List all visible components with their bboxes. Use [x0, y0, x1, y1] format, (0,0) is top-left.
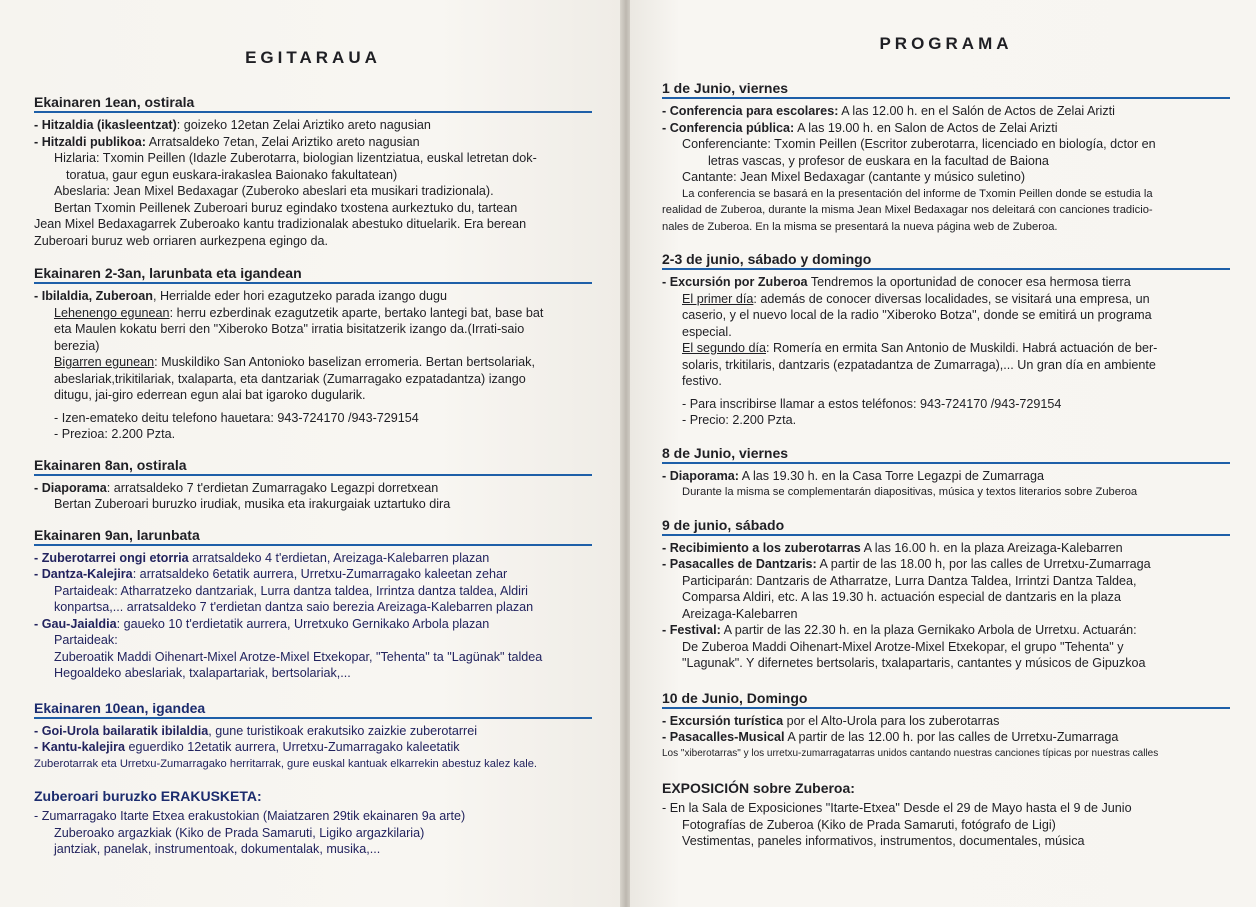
text-line: Zuberotarrak eta Urretxu-Zumarragako herritarrak, gure euskal kantuak elkarrekin abestuz kalez kale.	[34, 757, 538, 770]
text: , gune turistikoak erakutsiko zaizkie zuberotarrei	[208, 723, 478, 738]
text-line	[34, 288, 592, 305]
section-5	[662, 690, 1230, 763]
text-line: Bertan Txomin Peillenek Zuberoari buruz egindako txostena aurkeztuko du, tartean	[54, 200, 518, 215]
text: : arratsaldeko 6etatik aurrera, Urretxu-Zumarragako kaleetan zehar	[132, 567, 508, 581]
text: A partir de las 18.00 h, por las calles de Urretxu-Zumarraga	[816, 557, 1151, 571]
text-line	[662, 468, 1230, 485]
text: arratsaldeko 4 t'erdietan, Areizaga-Kalebarren plazan	[188, 550, 490, 565]
text: : Romería en ermita San Antonio de Muskildi. Habrá actuación de ber-	[766, 341, 1158, 355]
text-line: jantziak, panelak, instrumentoak, dokumentalak, musika,...	[54, 842, 381, 856]
text-line: Hizlaria: Txomin Peillen (Idazle Zuberotarra, biologian lizentziatua, euskal letretan dok-	[54, 151, 537, 165]
text: A las 19.00 h. en Salon de Actos de Zelai Arizti	[794, 120, 1058, 135]
text-line	[662, 340, 1230, 357]
text-line	[34, 739, 592, 756]
bold-label: - Diaporama:	[662, 468, 739, 483]
bold-label: - Zuberotarrei ongi etorria	[34, 550, 189, 565]
bold-label: - Conferencia para escolares:	[662, 104, 839, 118]
text: Tendremos la oportunidad de conocer esa hermosa tierra	[807, 275, 1131, 289]
underlined-label: Lehenengo egunean	[54, 305, 170, 320]
bold-label: - Goi-Urola bailaratik ibilaldia	[34, 723, 209, 738]
underlined-label: El segundo día	[682, 341, 767, 355]
section-6	[34, 788, 592, 858]
right-page-spanish	[630, 0, 1256, 907]
section-4	[662, 517, 1230, 672]
bold-label: - Excursión por Zuberoa	[662, 275, 808, 289]
text-line: solaris, trkitilaris, dantzaris (ezpatadantza de Zumarraga),... Un gran día en ambiente	[682, 357, 1156, 372]
section-4	[34, 527, 592, 682]
section-5	[34, 700, 592, 773]
bold-label: - Recibimiento a los zuberotarras	[662, 540, 861, 555]
section-heading: Zuberoari buruzko ERAKUSKETA:	[34, 788, 262, 804]
text: por el Alto-Urola para los zuberotarras	[783, 713, 1000, 728]
text-line: Participarán: Dantzaris de Atharratze, Lurra Dantza Taldea, Irrintzi Dantza Taldea,	[682, 573, 1137, 588]
text-line: Partaideak: Atharratzeko dantzariak, Lurra dantza taldea, Irrintza dantza taldea, Aldiri	[54, 583, 528, 598]
text: : arratsaldeko 7 t'erdietan Zumarragako Legazpi dorretxean	[106, 480, 439, 495]
text-line	[662, 729, 1230, 746]
text-line	[662, 556, 1230, 573]
text-line: festivo.	[682, 374, 722, 388]
section-heading: 2-3 de junio, sábado y domingo	[662, 251, 1230, 270]
text-line: berezia)	[54, 338, 100, 353]
text: A las 19.30 h. en la Casa Torre Legazpi de Zumarraga	[738, 468, 1044, 483]
section-3	[662, 445, 1230, 501]
text-line: Areizaga-Kalebarren	[682, 606, 798, 621]
text-line: Fotografías de Zuberoa (Kiko de Prada Samaruti, fotógrafo de Ligi)	[682, 817, 1056, 832]
text: A partir de las 12.00 h. por las calles de Urretxu-Zumarraga	[784, 730, 1119, 744]
text-line	[34, 723, 592, 740]
section-heading: EXPOSICIÓN sobre Zuberoa:	[662, 780, 855, 796]
bold-label: - Pasacalles-Musical	[662, 730, 785, 744]
text-line: especial.	[682, 324, 732, 339]
bold-label: - Kantu-kalejira	[34, 740, 125, 754]
section-heading: 10 de Junio, Domingo	[662, 690, 1230, 709]
section-1	[34, 94, 592, 249]
page-title: PROGRAMA	[879, 34, 1013, 53]
section-heading: Ekainaren 2-3an, larunbata eta igandean	[34, 265, 592, 284]
bold-label: - Hitzaldi publikoa:	[34, 134, 146, 149]
bold-label: - Hitzaldia (ikasleentzat)	[34, 118, 177, 132]
bold-label: - Ibilaldia, Zuberoan	[34, 289, 153, 303]
text-line	[34, 550, 592, 567]
text-line: ditugu, jai-giro ederrean egun alai bat igaroko dugularik.	[54, 388, 366, 402]
section-heading: Ekainaren 8an, ostirala	[34, 457, 592, 476]
section-heading: Ekainaren 1ean, ostirala	[34, 94, 592, 113]
text: : goizeko 12etan Zelai Ariztiko areto nagusian	[176, 118, 431, 132]
text: A partir de las 22.30 h. en la plaza Gernikako Arbola de Urretxu. Actuarán:	[720, 623, 1137, 637]
text-line: - En la Sala de Exposiciones "Itarte-Etxea" Desde el 29 de Mayo hasta el 9 de Junio	[662, 801, 1132, 815]
bold-label: - Pasacalles de Dantzaris:	[662, 557, 817, 571]
text-line	[34, 616, 592, 633]
text-line: Durante la misma se complementarán diapositivas, música y textos literarios sobre Zuberoa	[682, 486, 1138, 498]
text-line: Hegoaldeko abeslariak, txalapartariak, bertsolariak,...	[54, 666, 351, 680]
section-heading: 9 de junio, sábado	[662, 517, 1230, 536]
text-line: caserio, y el nuevo local de la radio "Xiberoko Botza", donde se emitirá un programa	[682, 308, 1152, 322]
section-6	[662, 780, 1230, 850]
text-line	[34, 480, 592, 497]
text-line: abeslariak,trikitilariak, txalaparta, eta dantzariak (Zumarragako ezpatadantza) izango	[54, 371, 526, 386]
bold-label: - Gau-Jaialdia	[34, 616, 117, 631]
section-1	[662, 80, 1230, 235]
text-line: La conferencia se basará en la presentación del informe de Txomin Peillen donde se estudia la	[682, 187, 1153, 200]
text-line: Zuberoari buruz web orriaren aurkezpena egingo da.	[34, 233, 329, 248]
text: A las 16.00 h. en la plaza Areizaga-Kalebarren	[860, 540, 1123, 555]
section-heading: Ekainaren 9an, larunbata	[34, 527, 592, 546]
text-line: - Precio: 2.200 Pzta.	[682, 413, 797, 427]
text-line: Abeslaria: Jean Mixel Bedaxagar (Zuberoko abeslari eta musikari tradizionala).	[54, 184, 494, 198]
left-page-basque	[0, 0, 622, 907]
text-line: Bertan Zuberoari buruzko irudiak, musika eta irakurgaiak uztartuko dira	[54, 497, 451, 511]
text-line	[34, 134, 592, 151]
text: Arratsaldeko 7etan, Zelai Ariztiko areto nagusian	[145, 134, 420, 149]
text-line: letras vascas, y profesor de euskara en la facultad de Baiona	[708, 153, 1049, 168]
text-line: Los "xiberotarras" y los urretxu-zumarragatarras unidos cantando nuestras canciones típicas por nuestras calles	[662, 747, 1159, 759]
bold-label: - Dantza-Kalejira	[34, 567, 133, 581]
text: : además de conocer diversas localidades, se visitará una empresa, un	[753, 291, 1150, 306]
text-line: nales de Zuberoa. En la misma se presentará la nueva página web de Zuberoa.	[662, 220, 1058, 233]
bold-label: - Excursión turística	[662, 713, 784, 728]
section-2	[34, 265, 592, 443]
text-line: "Lagunak". Y difernetes bertsolaris, txalapartaris, cantantes y músicos de Gipuzkoa	[682, 656, 1146, 670]
text-line: - Izen-emateko deitu telefono hauetara: 943-724170 /943-729154	[54, 410, 419, 425]
bold-label: - Diaporama	[34, 480, 107, 495]
text-line: Conferenciante: Txomin Peillen (Escritor zuberotarra, licenciado en biología, dctor en	[682, 137, 1156, 151]
text-line: - Prezioa: 2.200 Pzta.	[54, 427, 176, 441]
text: : gaueko 10 t'erdietatik aurrera, Urretxuko Gernikako Arbola plazan	[116, 616, 490, 631]
text: : herru ezberdinak ezagutzetik aparte, bertako lantegi bat, base bat	[169, 305, 544, 320]
text-line: Jean Mixel Bedaxagarrek Zuberoako kantu tradizionalak abestuko dituelarik. Era berean	[34, 217, 527, 231]
section-heading: 8 de Junio, viernes	[662, 445, 1230, 464]
bold-label: - Festival:	[662, 623, 721, 637]
section-2	[662, 251, 1230, 429]
section-3	[34, 457, 592, 513]
text: A las 12.00 h. en el Salón de Actos de Zelai Arizti	[838, 104, 1115, 118]
text-line	[34, 354, 592, 371]
text-line: Partaideak:	[54, 633, 118, 647]
text-line	[662, 291, 1230, 308]
text-line: - Zumarragako Itarte Etxea erakustokian (Maiatzaren 29tik ekainaren 9a arte)	[34, 809, 466, 823]
text-line: Comparsa Aldiri, etc. A las 19.30 h. actuación especial de dantzaris en la plaza	[682, 590, 1121, 604]
text-line	[662, 103, 1230, 120]
text-line	[662, 713, 1230, 730]
page-title: EGITARAUA	[245, 48, 381, 67]
text-line: realidad de Zuberoa, durante la misma Jean Mixel Bedaxagar nos deleitará con canciones tradicio-	[662, 204, 1153, 216]
text-line	[662, 274, 1230, 291]
text: eguerdiko 12etatik aurrera, Urretxu-Zumarragako kaleetatik	[124, 740, 460, 754]
text-line	[34, 305, 592, 322]
text-line: Zuberoatik Maddi Oihenart-Mixel Arotze-Mixel Etxekopar, "Tehenta" ta "Lagünak" taldea	[54, 649, 543, 664]
section-heading: Ekainaren 10ean, igandea	[34, 700, 592, 719]
bold-label: - Conferencia pública:	[662, 120, 795, 135]
text-line	[662, 120, 1230, 137]
text-line: toratua, gaur egun euskara-irakaslea Baionako fakultatean)	[66, 167, 398, 182]
text-line: Vestimentas, paneles informativos, instrumentos, documentales, música	[682, 834, 1085, 848]
text-line: Cantante: Jean Mixel Bedaxagar (cantante y músico suletino)	[682, 170, 1026, 184]
text: : Muskildiko San Antonioko baselizan erromeria. Bertan bertsolariak,	[154, 355, 535, 369]
underlined-label: Bigarren egunean	[54, 355, 155, 369]
text-line: - Para inscribirse llamar a estos teléfonos: 943-724170 /943-729154	[682, 396, 1062, 411]
text-line	[34, 117, 592, 134]
text-line: eta Maulen kokatu berri den "Xiberoko Botza" irratia bisitatzerik izango da.(Irrati-saio	[54, 322, 525, 336]
text: , Herrialde eder hori ezagutzeko parada izango dugu	[152, 289, 447, 303]
text-line	[662, 540, 1230, 557]
text-line: konpartsa,... arratsaldeko 7 t'erdietan dantza saio berezia Areizaga-Kalebarren plazan	[54, 600, 534, 614]
text-line	[662, 622, 1230, 639]
text-line: De Zuberoa Maddi Oihenart-Mixel Arotze-Mixel Etxekopar, el grupo "Tehenta" y	[682, 639, 1124, 654]
text-line: Zuberoako argazkiak (Kiko de Prada Samaruti, Ligiko argazkilaria)	[54, 825, 425, 840]
underlined-label: El primer día	[682, 291, 754, 306]
section-heading: 1 de Junio, viernes	[662, 80, 1230, 99]
text-line	[34, 566, 592, 583]
